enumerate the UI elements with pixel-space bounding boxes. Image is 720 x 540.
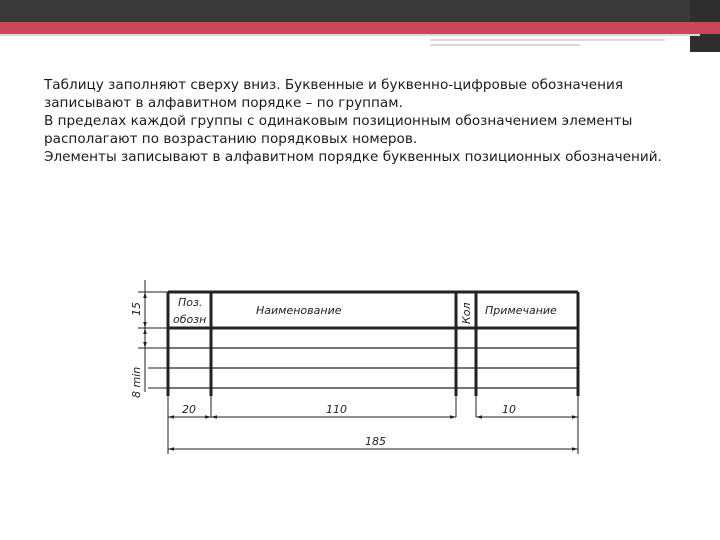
accent-stripe (0, 22, 720, 34)
header-qty-label: Кол (460, 302, 473, 324)
paragraph: Таблицу заполняют сверху вниз. Буквенные и буквенно-цифровые обозначения записывают в алфавитном порядке – по группам. (44, 77, 624, 111)
header-pos-label: обозн (173, 313, 207, 326)
dim-col1-width: 20 (182, 403, 196, 416)
table-form-drawing (118, 272, 588, 462)
header-note-label: Примечание (485, 304, 557, 317)
dim-col4-width: 10 (502, 403, 516, 416)
divider-line (430, 39, 665, 41)
paragraph: Элементы записывают в алфавитном порядке буквенных позиционных обозначений. (44, 149, 662, 165)
divider-line (0, 34, 700, 36)
paragraph: В пределах каждой группы с одинаковым позиционным обозначением элементы располагают по возрастанию порядковых номеров. (44, 113, 633, 147)
header-name-label: Наименование (256, 304, 342, 317)
top-banner (0, 0, 720, 22)
slide-body-text (44, 76, 684, 166)
dim-col2-width: 110 (326, 403, 347, 416)
dim-total-width: 185 (365, 435, 386, 448)
dim-row-height: 8 min (130, 366, 143, 398)
dim-header-height: 15 (130, 302, 143, 316)
divider-line (430, 44, 580, 46)
header-pos-label: Поз. (178, 296, 203, 309)
